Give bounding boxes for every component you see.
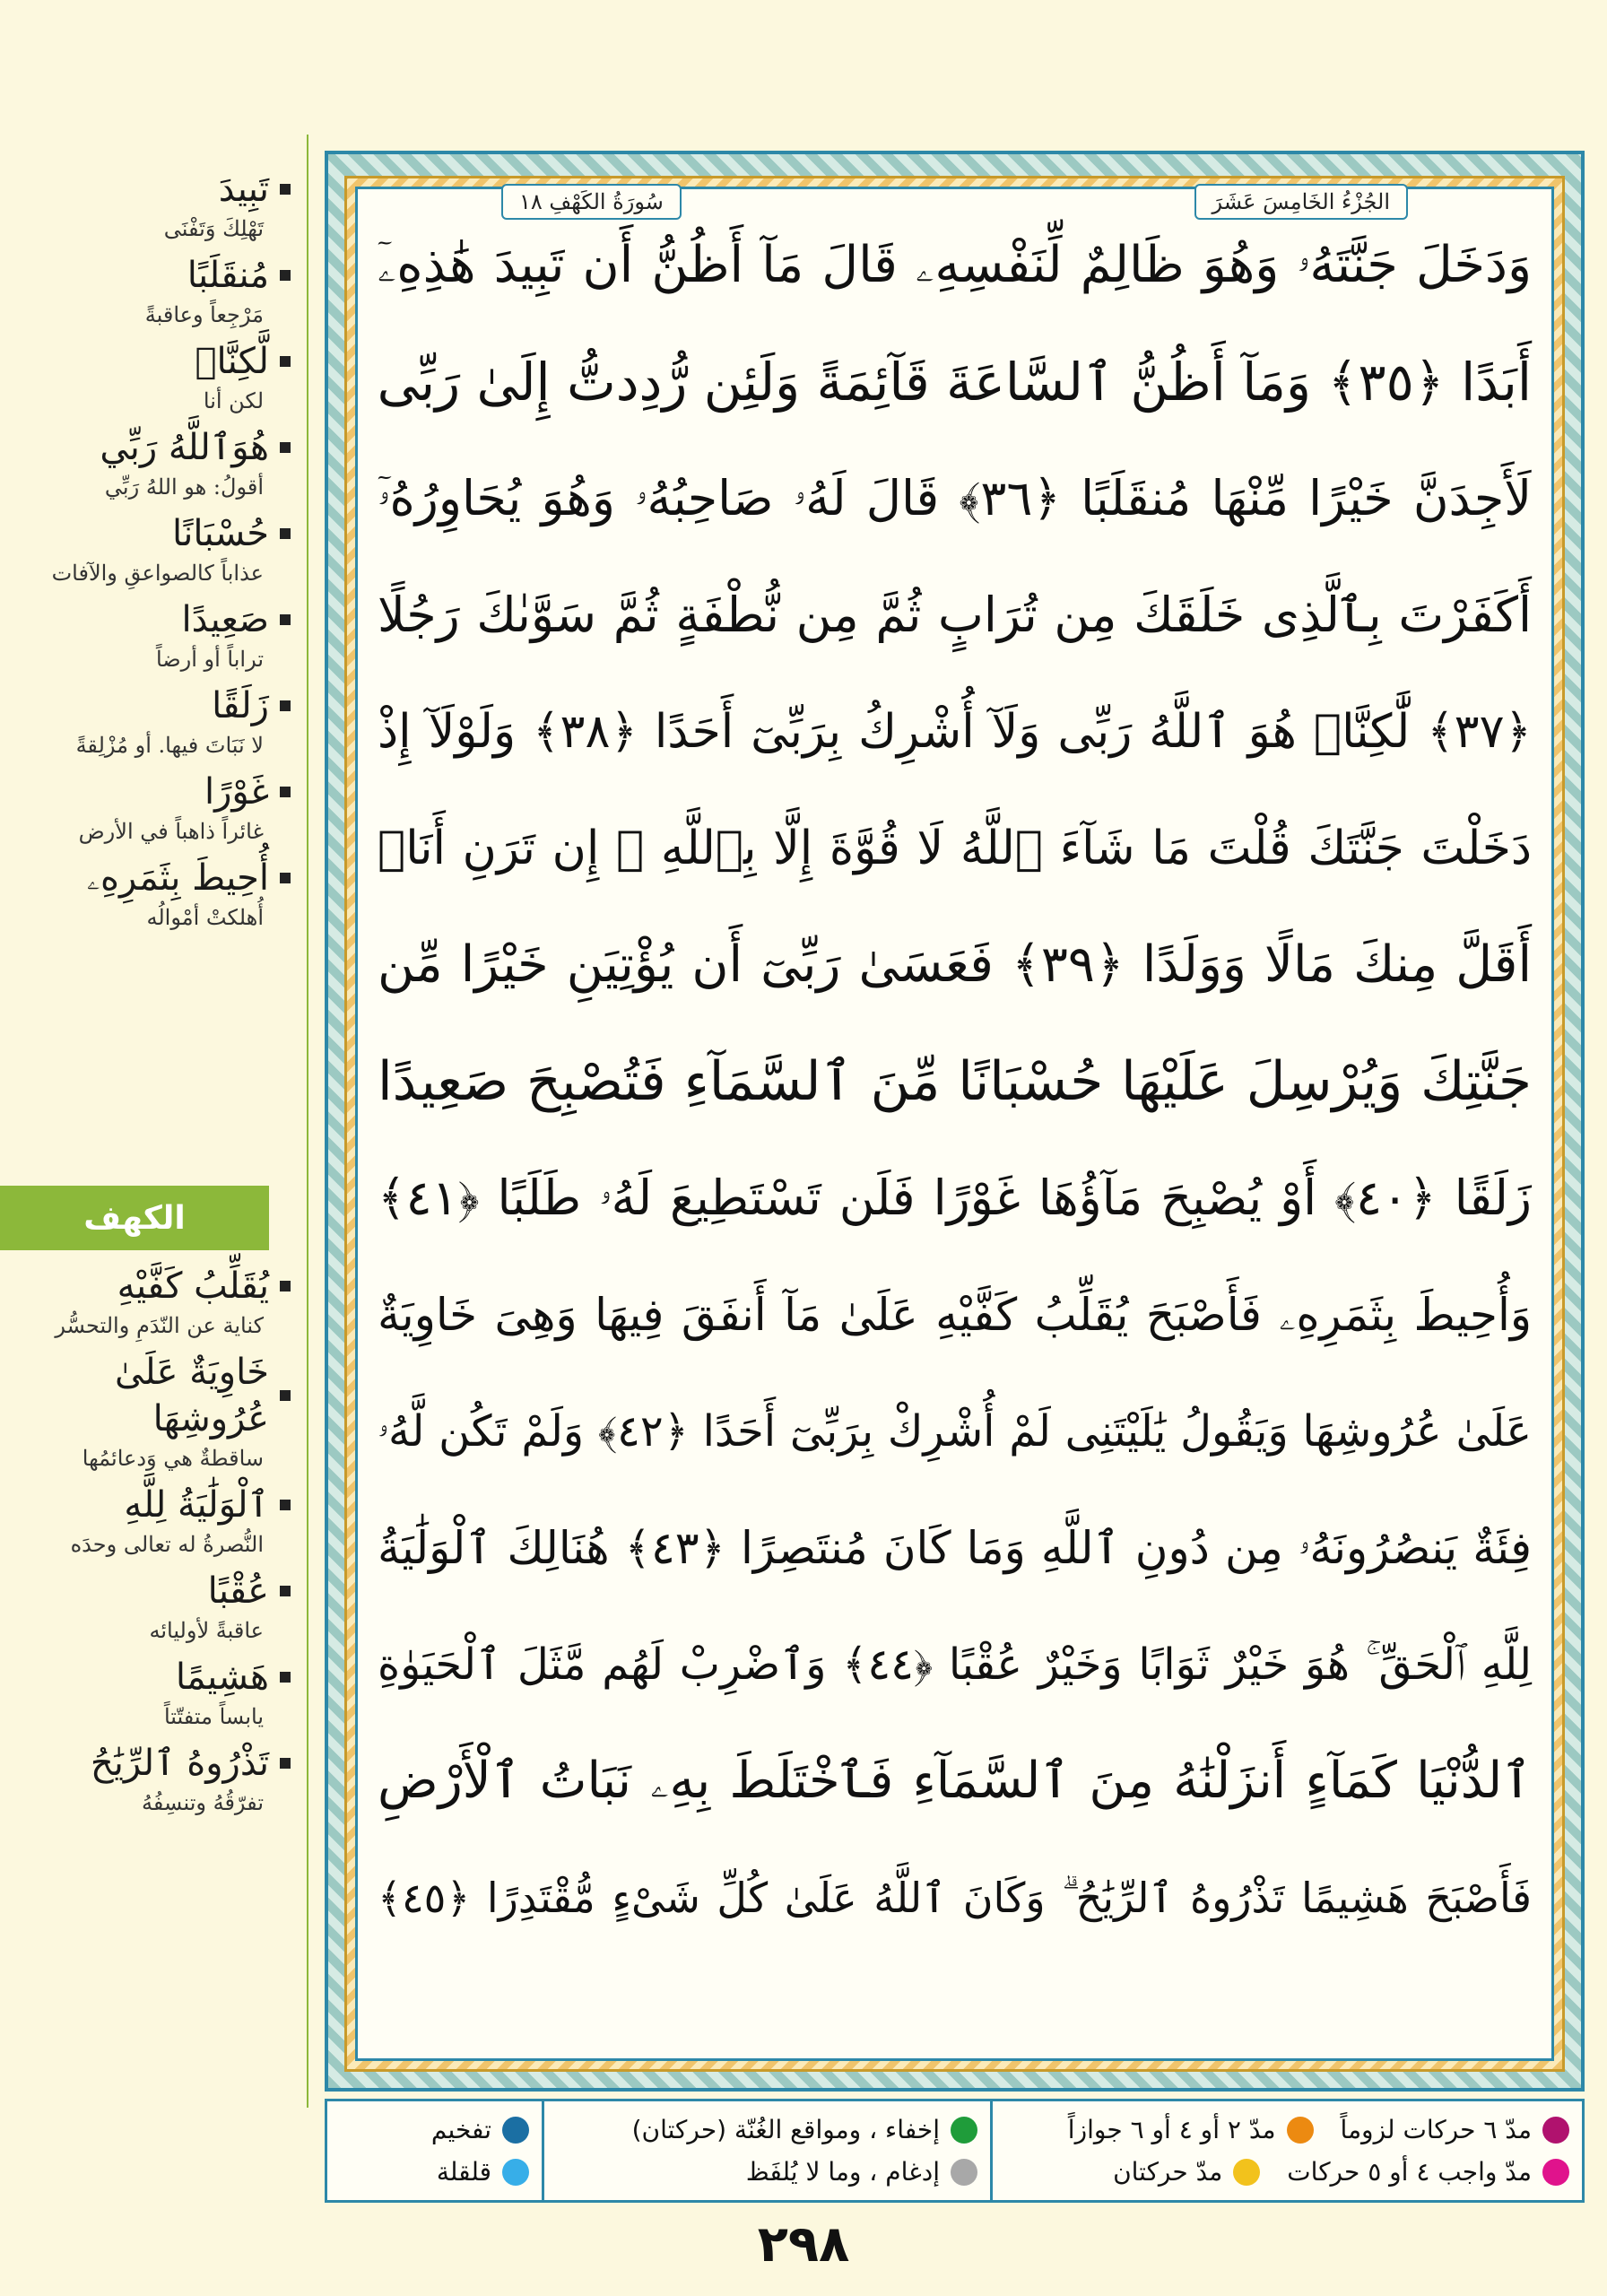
verse-line: ٱلدُّنْيَا كَمَآءٍ أَنزَلْنَٰهُ مِنَ ٱلسَّمَآءِ فَٱخْتَلَطَ بِهِۦ نَبَاتُ ٱلْأَرْضِ [378,1752,1532,1810]
glossary-word-text: حُسْبَانًا [172,513,269,554]
glossary-word-text: عُقْبًا [207,1570,269,1612]
color-dot-icon [1233,2159,1260,2186]
glossary-word-text: أُحِيطَ بِثَمَرِهِۦ [86,857,269,899]
glossary-word-text: مُنقَلَبًا [187,255,269,296]
bullet-icon [280,1672,291,1683]
glossary-item [0,1740,307,1819]
bullet-icon [280,1500,291,1510]
glossary-word [0,1654,291,1700]
legend-item [1341,2115,1569,2144]
glossary-word [0,855,291,901]
verse-line: وَدَخَلَ جَنَّتَهُۥ وَهُوَ ظَالِمٌ لِّنَفْسِهِۦ قَالَ مَآ أَظُنُّ أَن تَبِيدَ هَٰذِهِۦٓ [378,236,1532,294]
verse-line: أَكَفَرْتَ بِٱلَّذِى خَلَقَكَ مِن تُرَابٍ ثُمَّ مِن نُّطْفَةٍ ثُمَّ سَوَّىٰكَ رَجُلًا [378,587,1532,643]
glossary-meaning: غائراً ذاهباً في الأرض [78,819,264,844]
glossary-word-text: غَوْرًا [204,771,269,813]
glossary-meaning: كناية عن النّدَمِ والتحسُّر [55,1313,264,1338]
legend-item [1113,2157,1260,2187]
glossary-meaning: تفرّقُهُ وتنسِفُهُ [142,1790,264,1815]
glossary-item [0,683,307,761]
legend-item [1287,2157,1569,2187]
glossary-word-text: ٱلْوَلَٰيَةُ لِلَّهِ [124,1484,269,1526]
glossary-item [0,510,307,589]
glossary-word [0,338,291,385]
legend-label: مدّ حركتان [1113,2157,1223,2187]
glossary-item [0,252,307,331]
bullet-icon [280,787,291,797]
legend-row [1005,2157,1569,2187]
glossary-item [0,338,307,417]
bullet-icon [280,442,291,453]
page-number: ٢٩٨ [757,2215,850,2274]
glossary-word-text: هَشِيمًا [175,1657,269,1698]
glossary-word [0,683,291,729]
legend-label: مدّ واجب ٤ أو ٥ حركات [1287,2157,1532,2187]
tajweed-legend [325,2099,1585,2203]
verse-line: لِلَّهِ ٱلْحَقِّ ۚ هُوَ خَيْرٌ ثَوَابًا وَخَيْرٌ عُقْبًا ﴿٤٤﴾ وَٱضْرِبْ لَهُم مَّثَلَ ٱلْحَيَوٰةِ [378,1639,1533,1690]
legend-ghunna [542,2101,990,2200]
color-dot-icon [1542,2117,1569,2144]
glossary-meaning: عاقبةً لأوليائه [149,1618,264,1643]
glossary-meaning: تَهْلِكَ وَتَفْنَى [163,216,264,241]
verse-line: جَنَّتِكَ وَيُرْسِلَ عَلَيْهَا حُسْبَانًا مِّنَ ٱلسَّمَآءِ فَتُصْبِحَ صَعِيدًا [378,1050,1532,1113]
glossary-item [0,166,307,245]
glossary-item [0,1263,307,1342]
color-dot-icon [951,2159,977,2186]
glossary-meaning: يابساً متفتّتاً [163,1704,264,1729]
verses-block [358,207,1551,1956]
color-dot-icon [502,2117,529,2144]
glossary-item [0,1349,307,1474]
bullet-icon [280,1390,291,1401]
glossary-word-text: يُقَلِّبُ كَفَّيْهِ [117,1265,269,1307]
bullet-icon [280,270,291,281]
glossary-word-text: زَلَقًا [212,685,269,726]
glossary-item [0,855,307,934]
verse-line: لَأَجِدَنَّ خَيْرًا مِّنْهَا مُنقَلَبًا ﴿٣٦﴾ قَالَ لَهُۥ صَاحِبُهُۥ وَهُوَ يُحَاوِرُهُۥٓ [378,470,1532,526]
glossary-word [0,1568,291,1614]
verse-line: وَأُحِيطَ بِثَمَرِهِۦ فَأَصْبَحَ يُقَلِّبُ كَفَّيْهِ عَلَىٰ مَآ أَنفَقَ فِيهَا وَهِىَ خَاوِيَةٌ [378,1289,1532,1341]
verse-line: دَخَلْتَ جَنَّتَكَ قُلْتَ مَا شَآءَ ٱللَّهُ لَا قُوَّةَ إِلَّا بِٱللَّهِ ۚ إِن تَرَنِ أَنَا۠ [378,822,1532,875]
glossary-meaning: النُّصرةُ له تعالى وحدَه [70,1532,264,1557]
glossary-word [0,1349,291,1442]
glossary-word-text: لَّكِنَّا۠ [195,341,269,382]
bullet-icon [280,1586,291,1596]
glossary-meaning: أقولُ: هو اللهُ رَبِّي [104,474,264,500]
glossary-bottom [0,1263,307,1819]
quran-page-frame [325,151,1585,2092]
verse-line: أَبَدًا ﴿٣٥﴾ وَمَآ أَظُنُّ ٱلسَّاعَةَ قَآئِمَةً وَلَئِن رُّدِدتُّ إِلَىٰ رَبِّى [377,352,1532,413]
legend-label: قلقلة [436,2157,491,2187]
color-dot-icon [1542,2159,1569,2186]
verse-line: أَقَلَّ مِنكَ مَالًا وَوَلَدًا ﴿٣٩﴾ فَعَسَىٰ رَبِّىٓ أَن يُؤْتِيَنِ خَيْرًا مِّن [378,935,1532,994]
glossary-meaning: مَرْجِعاً وعاقبةً [144,302,264,327]
bullet-icon [280,1281,291,1292]
glossary-top [0,166,307,934]
legend-label: إدغام ، وما لا يُلفَظ [745,2157,940,2187]
surah-tab[interactable]: الكهف [0,1186,269,1250]
glossary-meaning: لا نَبَاتَ فيها. أو مُزْلِقةً [75,733,264,758]
legend-row [1005,2115,1569,2144]
glossary-item [0,596,307,675]
sidebar-divider [307,135,308,2108]
bullet-icon [280,873,291,883]
juz-header: الجُزْءُ الخَامِسَ عَشَرَ [1194,184,1408,220]
glossary-meaning: تراباً أو أرضاً [155,647,264,672]
color-dot-icon [1287,2117,1314,2144]
verse-line: زَلَقًا ﴿٤٠﴾ أَوْ يُصْبِحَ مَآؤُهَا غَوْرًا فَلَن تَسْتَطِيعَ لَهُۥ طَلَبًا ﴿٤١﴾ [378,1170,1533,1226]
glossary-word [0,769,291,815]
text-panel [355,187,1554,2061]
legend-item [557,2115,977,2144]
glossary-word [0,1740,291,1787]
bullet-icon [280,1758,291,1769]
legend-label: تفخيم [430,2115,491,2144]
verse-line: فِئَةٌ يَنصُرُونَهُۥ مِن دُونِ ٱللَّهِ وَمَا كَانَ مُنتَصِرًا ﴿٤٣﴾ هُنَالِكَ ٱلْوَلَٰيَةُ [378,1522,1532,1574]
glossary-word-text: صَعِيدًا [181,599,269,640]
glossary-item [0,1654,307,1733]
legend-madd [990,2101,1582,2200]
verse-line: ﴿٣٧﴾ لَّٰكِنَّا۠ هُوَ ٱللَّهُ رَبِّى وَلَآ أُشْرِكُ بِرَبِّىٓ أَحَدًا ﴿٣٨﴾ وَلَوْلَآ إِذْ [378,705,1532,759]
verse-line: عَلَىٰ عُرُوشِهَا وَيَقُولُ يَٰلَيْتَنِى لَمْ أُشْرِكْ بِرَبِّىٓ أَحَدًا ﴿٤٢﴾ وَلَمْ تَكُن لَّهُۥ [378,1406,1532,1457]
legend-tafkhim [327,2101,542,2200]
bullet-icon [280,700,291,711]
glossary-meaning: عذاباً كالصواعقِ والآفات [51,561,264,586]
glossary-sidebar-bottom [0,1263,307,2142]
glossary-word [0,1482,291,1528]
legend-item [340,2115,529,2144]
glossary-word [0,424,291,471]
surah-header: سُورَةُ الكَهْفِ ١٨ [501,184,682,220]
legend-label: مدّ ٢ أو ٤ أو ٦ جوازاً [1067,2115,1276,2144]
verse-line: فَأَصْبَحَ هَشِيمًا تَذْرُوهُ ٱلرِّيَٰحُ ۗ وَكَانَ ٱللَّهُ عَلَىٰ كُلِّ شَىْءٍ مُّقْتَدِرًا ﴿٤٥﴾ [378,1874,1532,1922]
glossary-word [0,252,291,299]
bullet-icon [280,614,291,625]
glossary-item [0,1568,307,1647]
glossary-word-text: هُوَٱللَّهُ رَبِّي [100,427,269,468]
glossary-word [0,1263,291,1309]
legend-label: مدّ ٦ حركات لزوماً [1340,2115,1532,2144]
glossary-meaning: لكن أنا [203,388,264,413]
glossary-word [0,166,291,213]
glossary-item [0,769,307,848]
glossary-meaning: أُهلكتْ أمْوالُه [146,905,264,930]
glossary-word-text: تَبِيدَ [218,169,269,210]
bullet-icon [280,184,291,195]
bullet-icon [280,528,291,539]
bullet-icon [280,356,291,367]
glossary-meaning: ساقطةٌ هي وَدعائمُها [82,1446,264,1471]
color-dot-icon [951,2117,977,2144]
glossary-word-text: تَذْرُوهُ ٱلرِّيَٰحُ [90,1743,269,1784]
legend-item [557,2157,977,2187]
glossary-item [0,424,307,503]
legend-item [340,2157,529,2187]
legend-label: إخفاء ، ومواقع الغُنّة (حركتان) [631,2115,940,2144]
glossary-item [0,1482,307,1561]
color-dot-icon [502,2159,529,2186]
glossary-word-text: خَاوِيَةٌ عَلَىٰ عُرُوشِهَا [115,1352,269,1439]
legend-item [1068,2115,1314,2144]
glossary-word [0,596,291,643]
glossary-word [0,510,291,557]
